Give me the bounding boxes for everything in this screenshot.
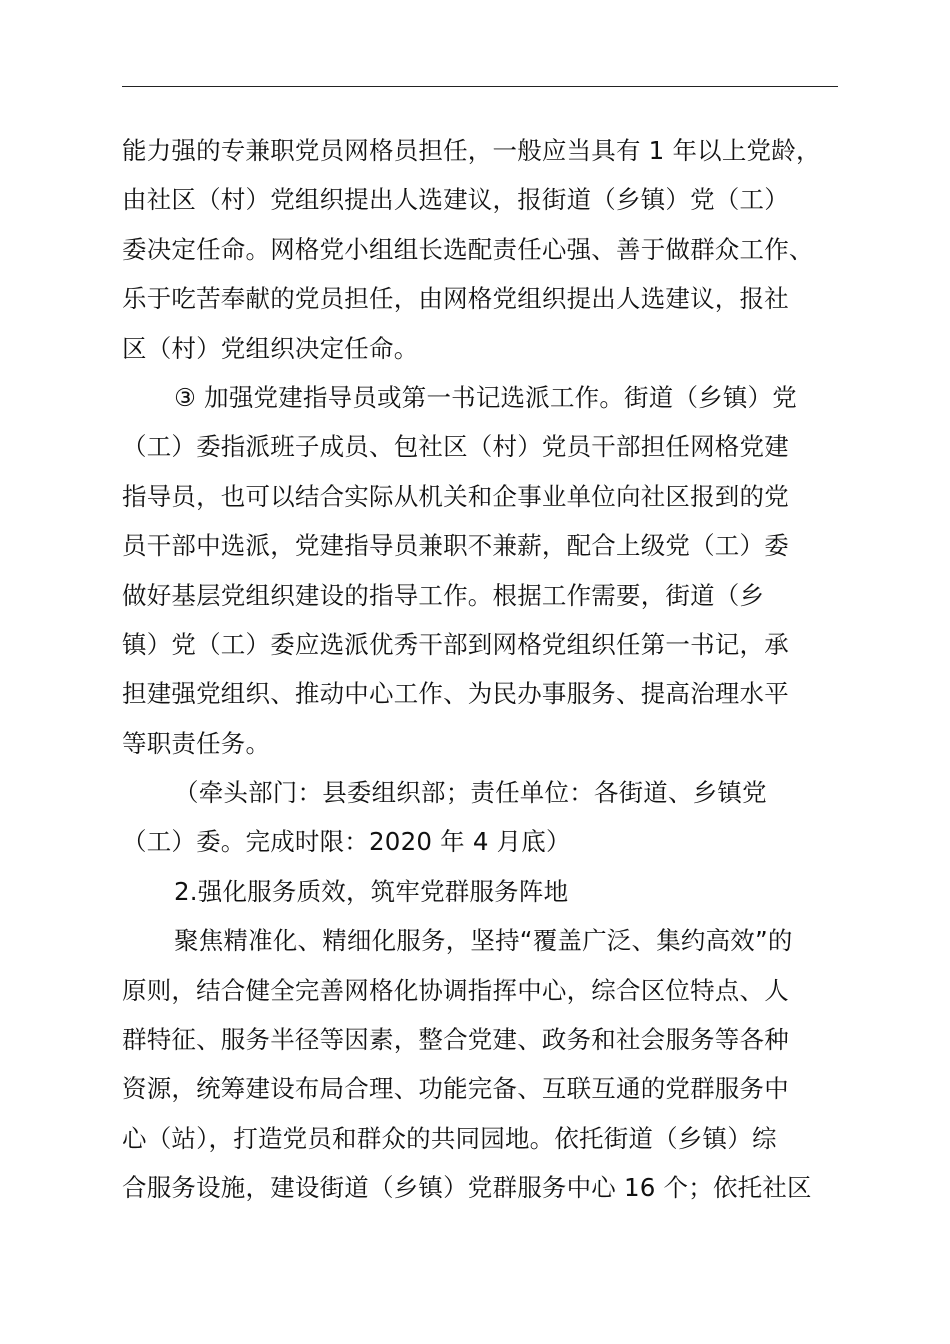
text-line: 指导员，也可以结合实际从机关和企事业单位向社区报到的党 [122, 481, 789, 511]
text-line: 由社区（村）党组织提出人选建议，报街道（乡镇）党（工） [122, 185, 789, 215]
text-line: 心（站），打造党员和群众的共同园地。依托街道（乡镇）综 [122, 1123, 777, 1153]
text-line: 员干部中选派，党建指导员兼职不兼薪，配合上级党（工）委 [122, 531, 789, 561]
text-line: 镇）党（工）委应选派优秀干部到网格党组织任第一书记，承 [122, 629, 789, 659]
text-line: 合服务设施，建设街道（乡镇）党群服务中心 16 个；依托社区 [122, 1173, 812, 1203]
body-text [0, 126, 950, 1213]
text-line: 原则，结合健全完善网格化协调指挥中心，综合区位特点、人 [122, 975, 789, 1005]
text-line: 担建强党组织、推动中心工作、为民办事服务、提高治理水平 [122, 679, 789, 709]
text-line: （工）委指派班子成员、包社区（村）党员干部担任网格党建 [122, 432, 789, 462]
text-line: 聚焦精准化、精细化服务，坚持“覆盖广泛、集约高效”的 [174, 926, 793, 956]
text-line: 等职责任务。 [122, 728, 271, 758]
text-line: 群特征、服务半径等因素，整合党建、政务和社会服务等各种 [122, 1025, 789, 1055]
header-rule [122, 86, 838, 87]
text-line: 能力强的专兼职党员网格员担任，一般应当具有 1 年以上党龄， [122, 136, 821, 165]
text-line: 区（村）党组织决定任命。 [122, 333, 419, 363]
text-line: 做好基层党组织建设的指导工作。根据工作需要，街道（乡 [122, 580, 765, 610]
text-line: ③ 加强党建指导员或第一书记选派工作。街道（乡镇）党 [174, 382, 797, 412]
text-line: 委决定任命。网格党小组组长选配责任心强、善于做群众工作、 [122, 234, 814, 264]
text-line: 2.强化服务质效，筑牢党群服务阵地 [174, 876, 569, 906]
text-line: （工）委。完成时限：2020 年 4 月底） [122, 827, 571, 857]
text-line: 乐于吃苦奉献的党员担任，由网格党组织提出人选建议，报社 [122, 284, 789, 314]
text-line: 资源，统筹建设布局合理、功能完备、互联互通的党群服务中 [122, 1074, 789, 1104]
text-line: （牵头部门：县委组织部；责任单位：各街道、乡镇党 [174, 778, 767, 808]
